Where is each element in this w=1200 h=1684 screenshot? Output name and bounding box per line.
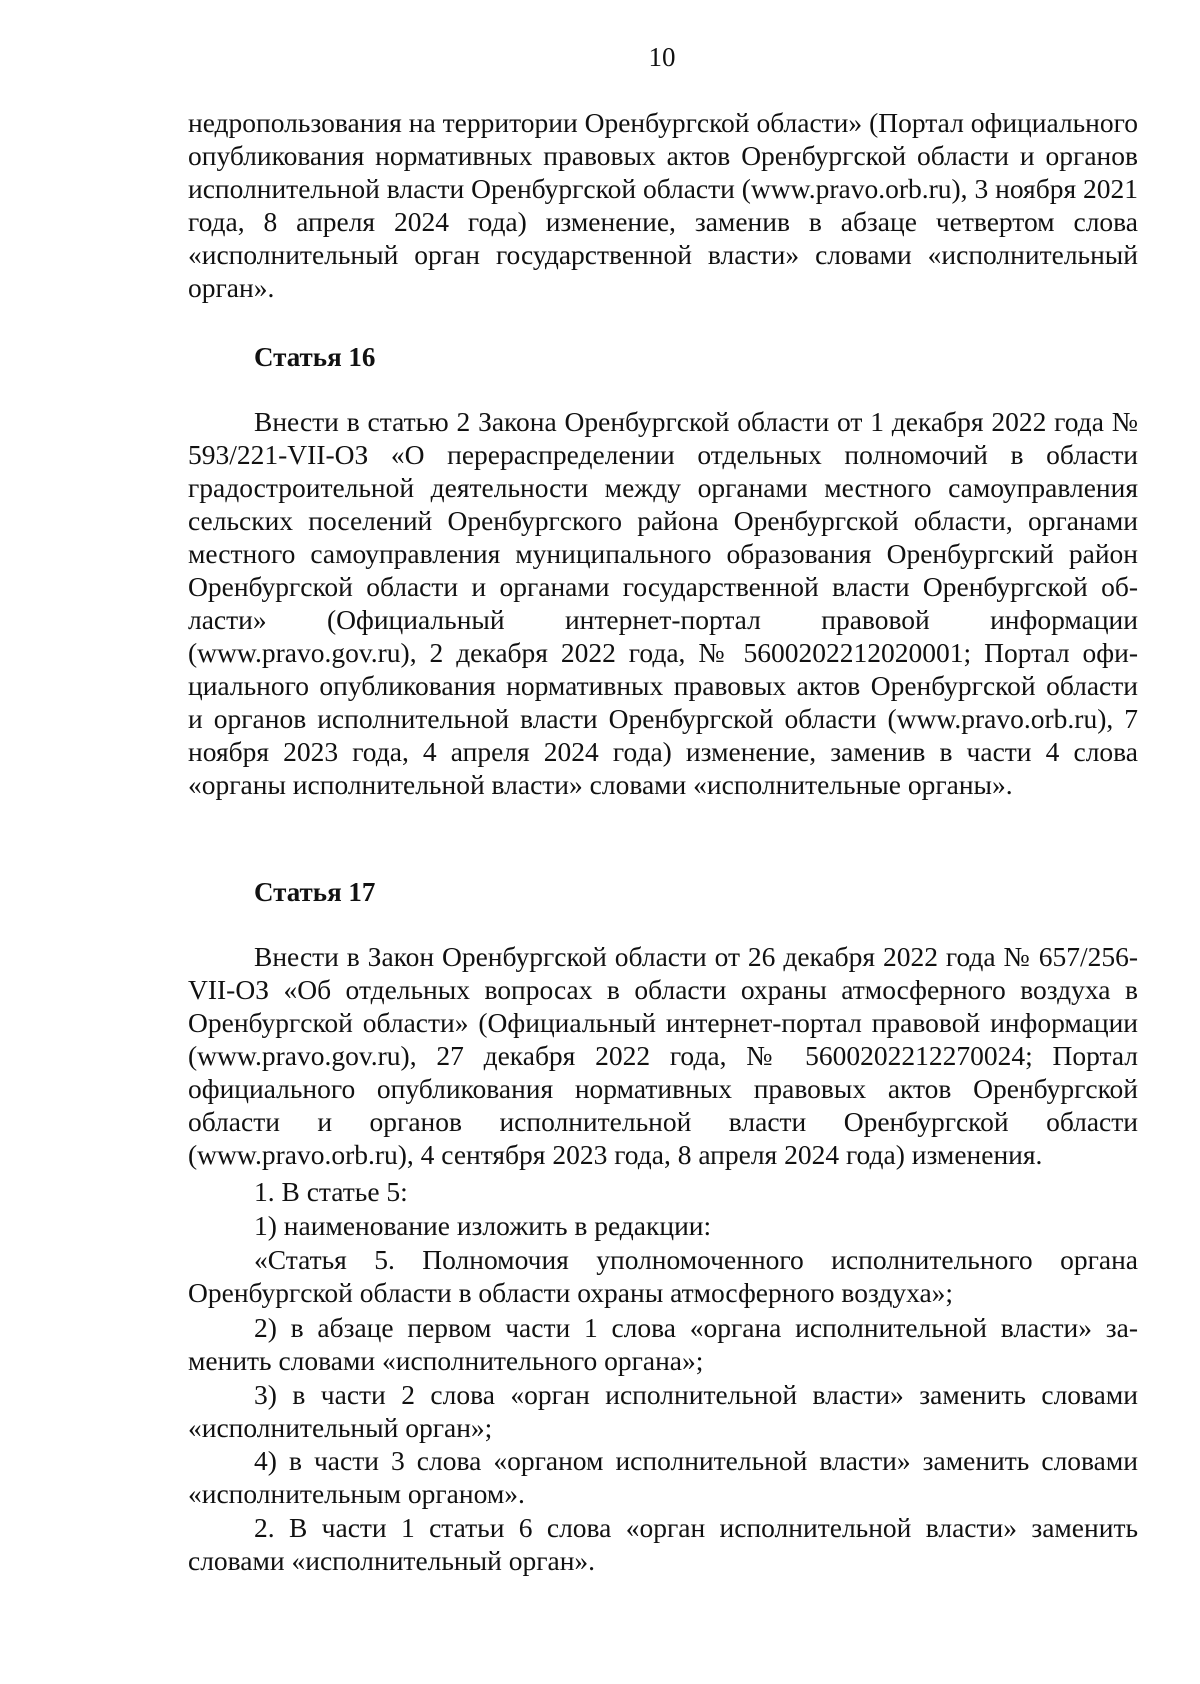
intro-paragraph: недропользования на территории Оренбургской области» (Портал официального опубликования нормативных правовых актов Оренбургской области и органов исполнительной власти Оренбургской области (www.pravo.orb.ru), 3 ноября 2021 года, 8 апреля 2024 года) изменение, заменив в абзаце четвертом слова «исполнительный орган государственной власти» словами «исполнительный орган». [188, 107, 1138, 303]
article-17-item-1-3: 3) в части 2 слова «орган исполнительной власти» заменить словами «исполнительный орган»; [188, 1379, 1138, 1443]
article-17-item-1-2: 2) в абзаце первом части 1 слова «органа исполнительной власти» заменить словами «исполнительного органа»; [188, 1312, 1138, 1376]
article-17-body: Внести в Закон Оренбургской области от 26 декабря 2022 года № 657/256-VII-ОЗ «Об отдельных вопросах в области охраны атмосферного воздуха в Оренбургской области» (Официальный интернет-портал правовой информации (www.pravo.gov.ru), 27 декабря 2022 года, № 5600202212270024; Портал официального опубликования нормативных правовых актов Оренбургской области и органов исполнительной власти Оренбургской области (www.pravo.orb.ru), 4 сентября 2023 года, 8 апреля 2024 года) изменения. [188, 941, 1138, 1170]
article-16-heading: Статья 16 [254, 342, 376, 372]
article-17-item-2: 2. В части 1 статьи 6 слова «орган исполнительной власти» заменить словами «исполнительный орган». [188, 1512, 1138, 1576]
article-17-item-1: 1. В статье 5: [254, 1176, 408, 1207]
article-17-item-1-4: 4) в части 3 слова «органом исполнительной власти» заменить словами «исполнительным органом». [188, 1445, 1138, 1509]
article-17-item-1-1: 1) наименование изложить в редакции: [254, 1210, 712, 1241]
article-17-heading: Статья 17 [254, 877, 376, 907]
page-number: 10 [648, 42, 676, 72]
article-16-body: Внести в статью 2 Закона Оренбургской области от 1 декабря 2022 года № 593/221-VII-ОЗ «О перераспределении отдельных полномочий в области градостроительной деятельности между органами местного самоуправления сельских поселений Оренбургского района Оренбургской области, органами местного самоуправления муниципального образования Оренбургский район Оренбургской области и органами государственной власти Оренбургской области» (Официальный интернет-портал правовой информации (www.pravo.gov.ru), 2 декабря 2022 года, № 5600202212020001; Портал официального опубликования нормативных правовых актов Оренбургской области и органов исполнительной власти Оренбургской области (www.pravo.orb.ru), 7 ноября 2023 года, 4 апреля 2024 года) изменение, заменив в части 4 слова «органы исполнительной власти» словами «исполнительные органы». [188, 406, 1138, 800]
article-17-item-1-1-quote: «Статья 5. Полномочия уполномоченного исполнительного органа Оренбургской области в области охраны атмосферного воздуха»; [188, 1244, 1138, 1308]
